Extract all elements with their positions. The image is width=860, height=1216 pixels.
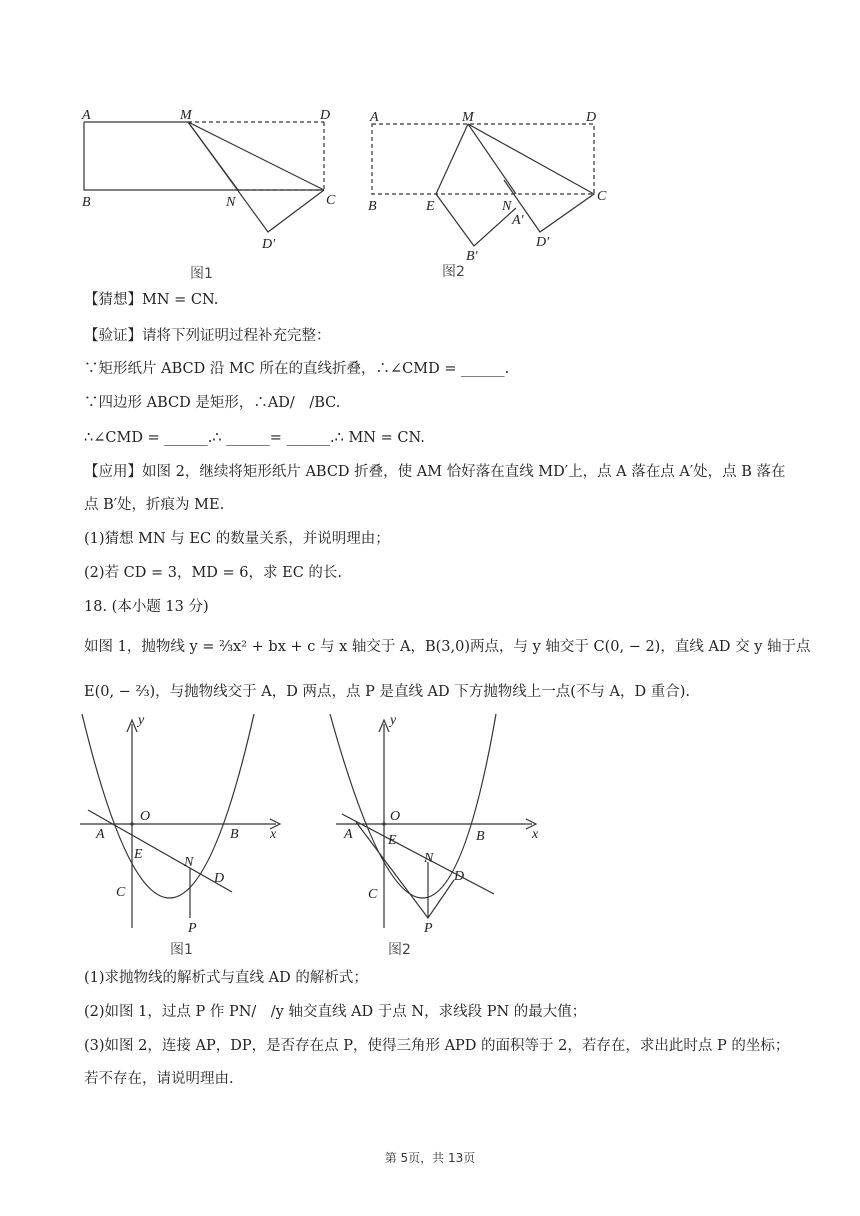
figure-caption: 图1 bbox=[170, 942, 193, 958]
label-B-prime: B′ bbox=[466, 249, 478, 264]
verify-line: 【验证】请将下列证明过程补充完整： bbox=[84, 328, 331, 344]
label-B: B bbox=[476, 829, 485, 844]
proof-line-2: ∵四边形 ABCD 是矩形，∴AD/ /BC. bbox=[84, 395, 341, 411]
label-O: O bbox=[390, 809, 401, 824]
figure-bottom-1 bbox=[76, 712, 286, 960]
label-A: A bbox=[96, 827, 105, 842]
label-N: N bbox=[226, 195, 236, 210]
question-2: (2)若 CD = 3，MD = 6，求 EC 的长. bbox=[84, 565, 343, 581]
label-D: D bbox=[454, 869, 465, 884]
figure-bottom-2 bbox=[322, 712, 552, 960]
figure-caption: 图2 bbox=[442, 264, 465, 280]
label-E: E bbox=[388, 833, 397, 848]
sub-question-3-line-2: 若不存在，请说明理由. bbox=[84, 1071, 234, 1087]
label-B: B bbox=[230, 827, 239, 842]
label-P: P bbox=[188, 921, 197, 936]
label-C: C bbox=[326, 193, 336, 208]
label-N: N bbox=[502, 199, 512, 214]
problem-18-title: 18. (本小题 13 分) bbox=[84, 599, 209, 615]
label-D: D bbox=[586, 110, 597, 125]
label-N: N bbox=[184, 855, 194, 870]
label-A-prime: A′ bbox=[512, 213, 524, 228]
figure-caption: 图2 bbox=[388, 942, 411, 958]
label-C: C bbox=[368, 887, 378, 902]
problem-18-line-1: 如图 1，抛物线 y = ⅔x² + bx + c 与 x 轴交于 A，B(3,0)两点，与 y 轴交于 C(0, − 2)，直线 AD 交 y 轴于点 bbox=[84, 639, 811, 655]
problem-18-line-2: E(0, − ⅔)，与抛物线交于 A，D 两点，点 P 是直线 AD 下方抛物线上一点(不与 A，D 重合). bbox=[84, 684, 690, 700]
question-1: (1)猜想 MN 与 EC 的数量关系，并说明理由； bbox=[84, 531, 390, 547]
label-D-prime: D′ bbox=[262, 237, 276, 252]
figure-top-1 bbox=[76, 100, 346, 290]
apply-line-2: 点 B′处，折痕为 ME. bbox=[84, 497, 225, 513]
label-N: N bbox=[424, 851, 434, 866]
proof-line-3: ∴∠CMD = ______.∴ ______= ______.∴ MN = CN. bbox=[84, 430, 425, 446]
label-A: A bbox=[82, 108, 91, 123]
sub-question-2: (2)如图 1，过点 P 作 PN/ /y 轴交直线 AD 于点 N，求线段 PN 的最大值； bbox=[84, 1004, 587, 1020]
label-A: A bbox=[370, 110, 379, 125]
figure-caption: 图1 bbox=[190, 266, 213, 282]
figure-top-2 bbox=[364, 100, 624, 290]
sub-question-3-line-1: (3)如图 2，连接 AP，DP，是否存在点 P，使得三角形 APD 的面积等于 2，若存在，求出此时点 P 的坐标； bbox=[84, 1038, 790, 1054]
label-E: E bbox=[134, 847, 143, 862]
label-B: B bbox=[82, 195, 91, 210]
label-O: O bbox=[140, 809, 151, 824]
label-A: A bbox=[344, 827, 353, 842]
label-D: D bbox=[214, 871, 225, 886]
label-P: P bbox=[424, 921, 433, 936]
label-M: M bbox=[180, 108, 192, 123]
label-y: y bbox=[390, 713, 397, 728]
apply-line-1: 【应用】如图 2，继续将矩形纸片 ABCD 折叠，使 AM 恰好落在直线 MD′上，点 A 落在点 A′处，点 B 落在 bbox=[84, 464, 786, 480]
label-D-prime: D′ bbox=[536, 235, 550, 250]
label-x: x bbox=[532, 827, 539, 842]
page-footer: 第 5页，共 13页 bbox=[384, 1151, 476, 1165]
label-C: C bbox=[116, 885, 126, 900]
sub-question-1: (1)求抛物线的解析式与直线 AD 的解析式； bbox=[84, 970, 368, 986]
label-x: x bbox=[270, 827, 277, 842]
label-M: M bbox=[462, 110, 474, 125]
label-D: D bbox=[320, 108, 331, 123]
label-C: C bbox=[597, 189, 607, 204]
label-y: y bbox=[138, 713, 145, 728]
proof-line-1: ∵矩形纸片 ABCD 沿 MC 所在的直线折叠，∴∠CMD = ______. bbox=[84, 361, 510, 377]
label-E: E bbox=[426, 199, 435, 214]
label-B: B bbox=[368, 199, 377, 214]
guess-line: 【猜想】MN = CN. bbox=[84, 292, 219, 308]
